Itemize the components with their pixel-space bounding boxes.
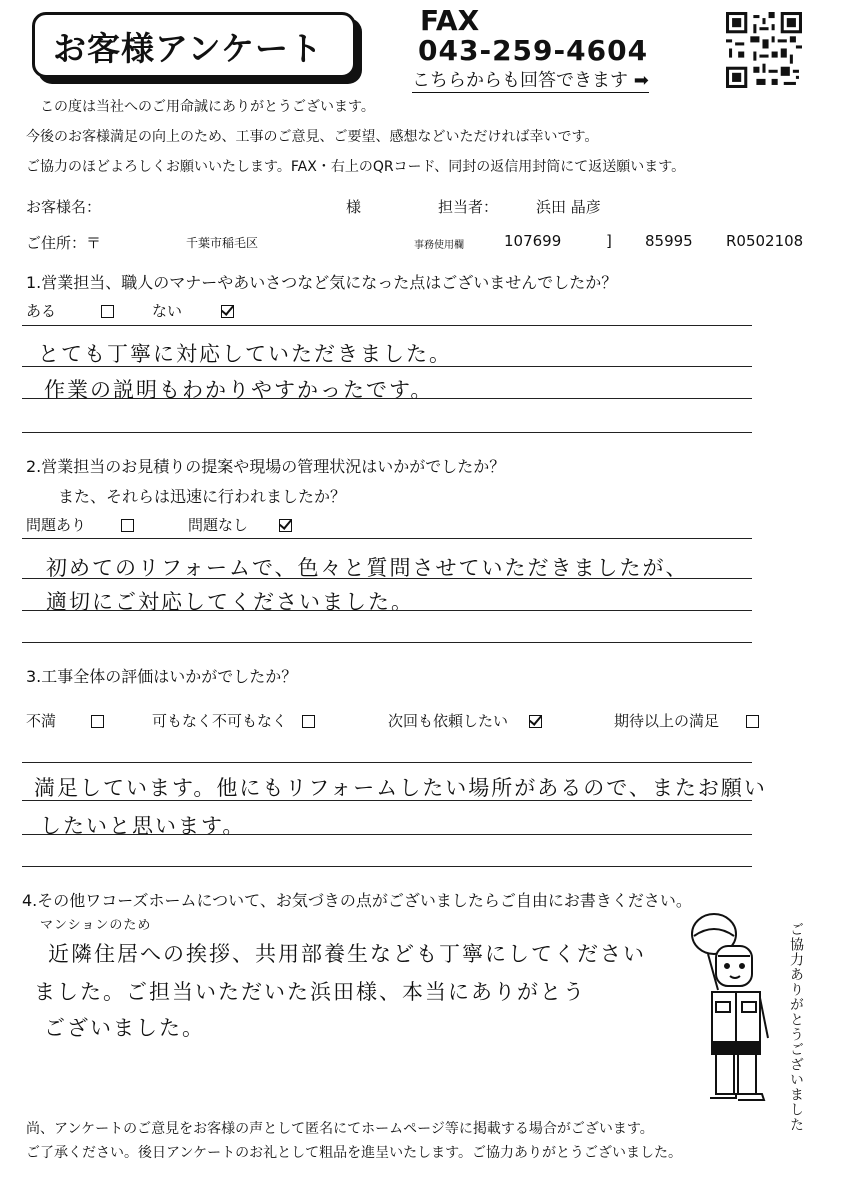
office-code-2: 85995 (645, 232, 693, 250)
sama-label: 様 (346, 198, 362, 216)
q4-answer-line-1: 近隣住居への挨拶、共用部養生なども丁寧にしてください (48, 942, 646, 966)
q2-rule-1 (22, 538, 752, 539)
q1-yes-checkbox[interactable] (101, 305, 114, 318)
q3-option-4-checkbox[interactable] (746, 715, 759, 728)
address-value: 千葉市稲毛区 (186, 236, 259, 250)
office-bracket: ] (606, 232, 612, 250)
q3-option-2-checkbox[interactable] (302, 715, 315, 728)
fax-number: 043-259-4604 (418, 34, 649, 67)
footer-line-1: 尚、アンケートのご意見をお客様の声として匿名にてホームページ等に掲載する場合がございます。 (26, 1121, 654, 1137)
q1-question: 1.営業担当、職人のマナーやあいさつなど気になった点はございませんでしたか？ (26, 273, 618, 292)
intro-line-3: ご協力のほどよろしくお願いいたします。FAX・右上のQRコード、同封の返信用封筒にて返送願います。 (26, 159, 686, 175)
q1-answer-line-1: とても丁寧に対応していただきました。 (38, 342, 452, 366)
q2-question: 2.営業担当のお見積りの提案や現場の管理状況はいかがでしたか？ (26, 457, 506, 476)
office-code-1: 107699 (504, 232, 562, 250)
q3-option-3-checkbox[interactable] (529, 715, 542, 728)
q2-no-checkbox[interactable] (279, 519, 292, 532)
q2-rule-2 (22, 578, 752, 579)
office-use-label: 事務使用欄 (414, 240, 464, 251)
qr-code-icon[interactable] (726, 12, 802, 88)
q3-option-3-label: 次回も依頼したい (388, 712, 509, 730)
worker-illustration (672, 898, 782, 1110)
q3-rule-2 (22, 800, 752, 801)
q2-question-2: また、それらは迅速に行われましたか？ (58, 487, 347, 506)
q2-yes-checkbox[interactable] (121, 519, 134, 532)
q2-rule-4 (22, 642, 752, 643)
q1-no-checkbox[interactable] (221, 305, 234, 318)
office-code-3: R0502108 (726, 232, 804, 250)
fax-label: FAX (420, 4, 480, 37)
q2-option-yes-label: 問題あり (26, 516, 87, 534)
q3-answer-line-2: したいと思います。 (40, 814, 246, 838)
q1-option-no-label: ない (152, 302, 183, 320)
q3-rule-1 (22, 762, 752, 763)
q3-option-1-label: 不満 (26, 712, 57, 730)
q3-option-4[interactable] (614, 710, 759, 731)
staff-name: 浜田 晶彦 (536, 198, 601, 216)
fax-note: こちらからも回答できます ➡ (412, 66, 649, 93)
q3-option-3[interactable] (388, 710, 542, 731)
address-label: ご住所：〒 (26, 234, 102, 252)
q3-rule-3 (22, 834, 752, 835)
q3-option-2-label: 可もなく不可もなく (152, 712, 288, 730)
q3-rule-4 (22, 866, 752, 867)
q1-answer-line-2: 作業の説明もわかりやすかったです。 (44, 378, 434, 402)
q4-answer-line-2: ました。ご担当いただいた浜田様、本当にありがとう (34, 980, 586, 1004)
q3-option-4-label: 期待以上の満足 (614, 712, 720, 730)
q1-option-no[interactable] (152, 300, 234, 321)
q3-option-2[interactable] (152, 710, 315, 731)
q1-rule-4 (22, 432, 752, 433)
q2-option-yes[interactable] (26, 514, 134, 535)
q1-rule-1 (22, 325, 752, 326)
customer-name-label: お客様名： (26, 198, 102, 216)
q3-option-1[interactable] (26, 710, 104, 731)
q4-question: 4.その他ワコーズホームについて、お気づきの点がございましたらご自由にお書きください。 (22, 891, 692, 910)
side-thanks-text: ご協力ありがとうございました (788, 922, 804, 1132)
footer-line-2: ご了承ください。後日アンケートのお礼として粗品を進呈いたします。ご協力ありがとうございました。 (26, 1145, 683, 1161)
q3-answer-line-1: 満足しています。他にもリフォームしたい場所があるので、またお願い (34, 776, 767, 800)
intro-line-1: この度は当社へのご用命誠にありがとうございます。 (40, 99, 375, 115)
staff-label: 担当者： (438, 198, 499, 216)
q3-question: 3.工事全体の評価はいかがでしたか？ (26, 667, 298, 686)
q2-option-no-label: 問題なし (188, 516, 249, 534)
q1-rule-2 (22, 366, 752, 367)
q1-rule-3 (22, 398, 752, 399)
q3-option-1-checkbox[interactable] (91, 715, 104, 728)
survey-title: お客様アンケート (53, 29, 324, 68)
q4-answer-line-3: ございました。 (44, 1016, 205, 1040)
q2-option-no[interactable] (188, 514, 292, 535)
q2-answer-line-1: 初めてのリフォームで、色々と質問させていただきましたが、 (46, 556, 689, 580)
q2-answer-line-2: 適切にご対応してくださいました。 (46, 590, 414, 614)
intro-line-2: 今後のお客様満足の向上のため、工事のご意見、ご要望、感想などいただければ幸いです。 (26, 129, 599, 145)
q1-option-yes-label: ある (26, 302, 57, 320)
q2-rule-3 (22, 610, 752, 611)
survey-title-box (32, 12, 356, 78)
q1-option-yes[interactable] (26, 300, 114, 321)
q4-note: マンションのため (40, 918, 152, 933)
